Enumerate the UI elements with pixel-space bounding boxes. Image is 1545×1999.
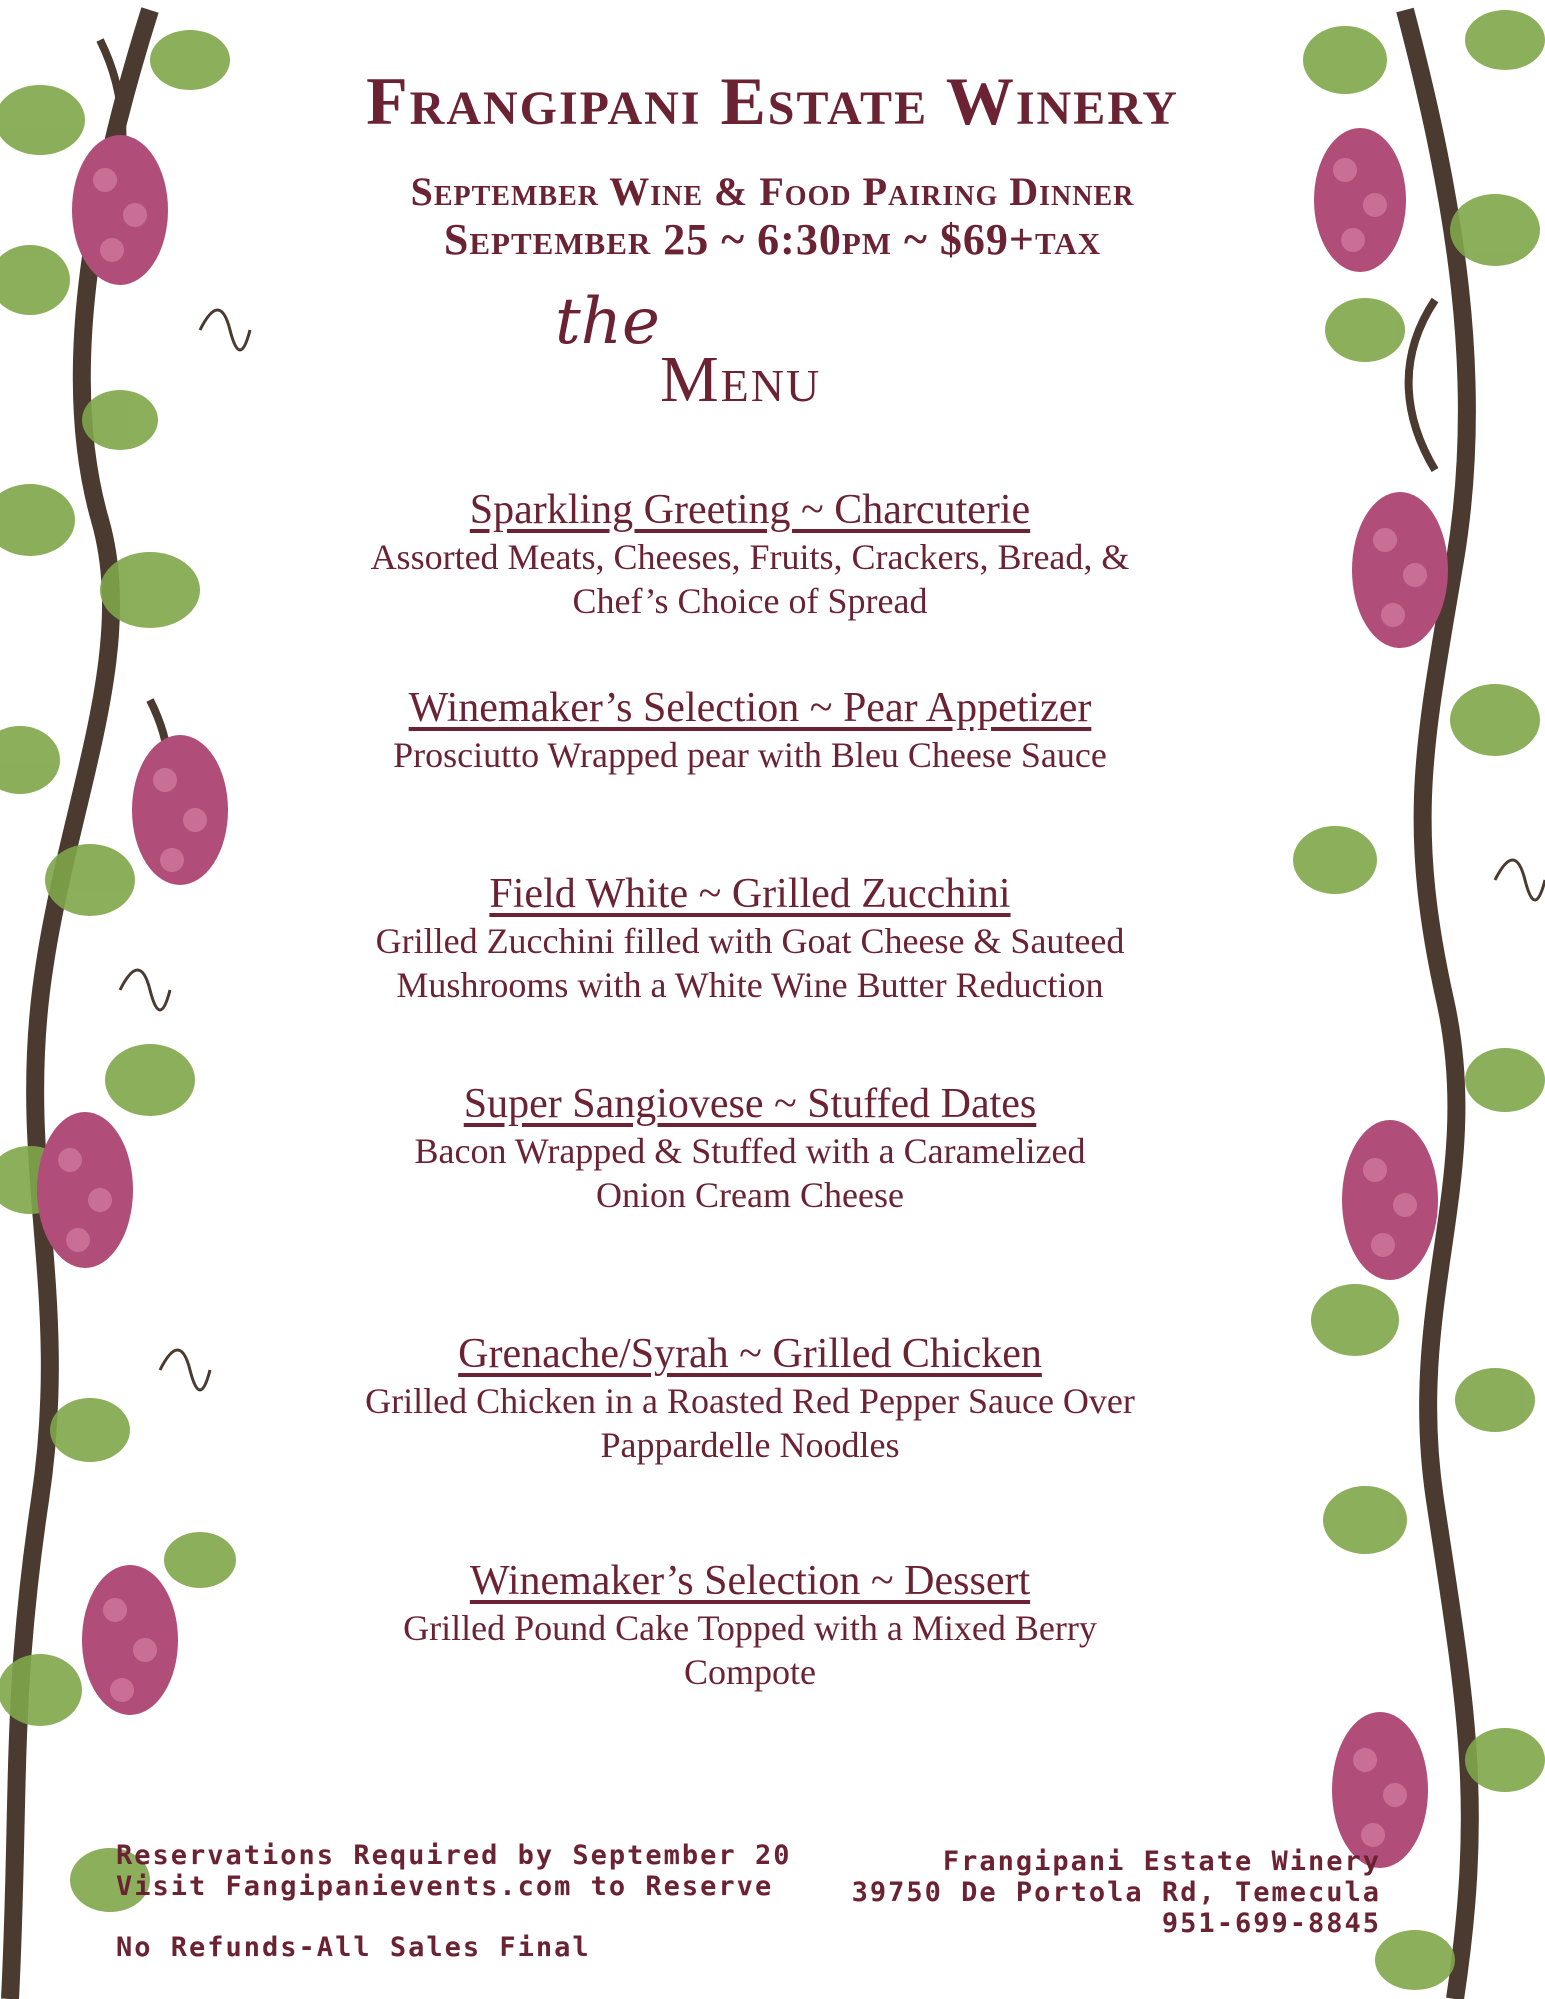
reservation-website-link[interactable]: Visit Fangipanievents.com to Reserve — [116, 1871, 774, 1902]
winery-title: Frangipani Estate Winery — [366, 63, 1179, 139]
course-description: Assorted Meats, Cheeses, Fruits, Crackers, Bread, & — [370, 537, 1130, 577]
course-description: Compote — [684, 1652, 816, 1692]
course-item — [250, 1330, 1250, 1466]
event-subtitle: September Wine & Food Pairing Dinner — [410, 169, 1135, 214]
reservation-info — [116, 1840, 791, 1902]
course-item — [250, 1080, 1250, 1216]
course-title: Grenache/Syrah ~ Grilled Chicken — [458, 1331, 1042, 1377]
menu-script-the: the — [555, 285, 660, 359]
winery-address: 39750 De Portola Rd, Temecula — [851, 1877, 1381, 1908]
course-description: Prosciutto Wrapped pear with Bleu Cheese Sauce — [393, 735, 1107, 775]
winery-name: Frangipani Estate Winery — [942, 1846, 1381, 1877]
refund-policy: No Refunds-All Sales Final — [116, 1932, 591, 1963]
course-description: Chef’s Choice of Spread — [572, 581, 928, 621]
menu-heading: Menu — [660, 343, 822, 416]
course-title: Winemaker’s Selection ~ Pear Appetizer — [408, 685, 1092, 731]
course-description: Grilled Zucchini filled with Goat Cheese & Sauteed — [375, 921, 1125, 961]
course-item — [250, 486, 1250, 622]
course-item — [250, 684, 1250, 776]
course-description: Grilled Pound Cake Topped with a Mixed Berry — [403, 1608, 1097, 1648]
grape-vine-right-decoration — [1285, 0, 1545, 1999]
course-description: Grilled Chicken in a Roasted Red Pepper Sauce Over — [365, 1381, 1135, 1421]
winery-contact — [852, 1846, 1381, 1939]
course-title: Sparkling Greeting ~ Charcuterie — [469, 487, 1031, 533]
course-title: Field White ~ Grilled Zucchini — [489, 871, 1011, 917]
course-description: Pappardelle Noodles — [600, 1425, 900, 1465]
course-description: Mushrooms with a White Wine Butter Reduction — [396, 965, 1104, 1005]
course-item — [250, 1557, 1250, 1693]
course-title: Winemaker’s Selection ~ Dessert — [469, 1558, 1031, 1604]
course-description: Bacon Wrapped & Stuffed with a Caramelized — [414, 1131, 1086, 1171]
event-date-price: September 25 ~ 6:30pm ~ $69+tax — [443, 215, 1102, 264]
course-description: Onion Cream Cheese — [596, 1175, 904, 1215]
course-title: Super Sangiovese ~ Stuffed Dates — [463, 1081, 1037, 1127]
course-item — [250, 870, 1250, 1006]
reservation-deadline: Reservations Required by September 20 — [116, 1840, 792, 1871]
winery-phone[interactable]: 951-699-8845 — [1161, 1908, 1381, 1939]
